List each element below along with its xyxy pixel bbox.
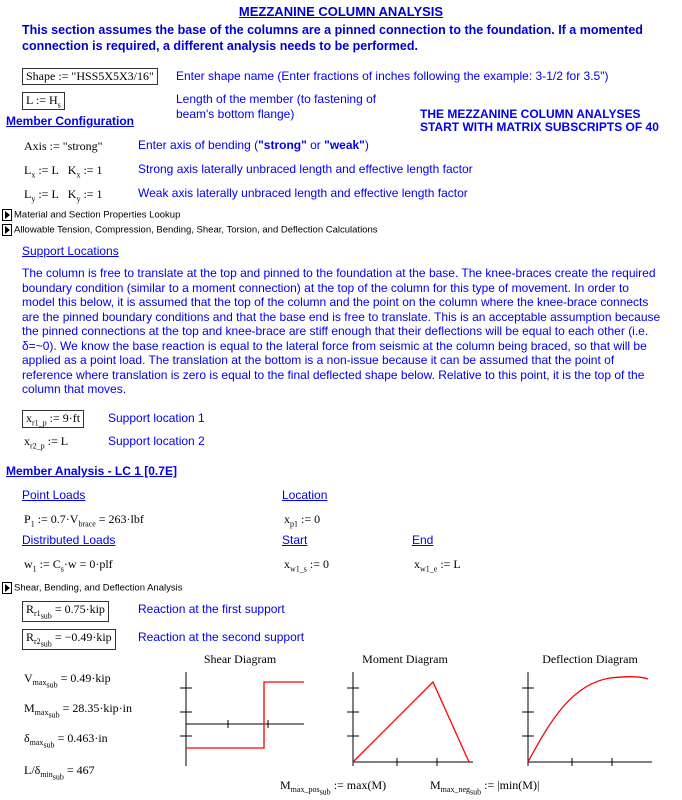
shear-diagram-title: Shear Diagram bbox=[203, 652, 277, 666]
deflection-diagram-title: Deflection Diagram bbox=[542, 652, 638, 666]
end-heading: End bbox=[412, 533, 434, 547]
length-desc: Length of the member (to fastening of beam's bottom flange) bbox=[176, 92, 377, 121]
xp1-expr[interactable]: $x_{p1}$ := 0 bbox=[284, 512, 321, 529]
rr1-result[interactable]: $R_{r1_{sub}} = 0.75\cdot kip$ bbox=[22, 601, 109, 622]
shear-curve bbox=[186, 682, 304, 748]
rr2-result[interactable]: $R_{r2_{sub}} = -0.49\cdot kip$ bbox=[22, 629, 116, 650]
support-paragraph: The column is free to translate at the top and pinned to the foundation at the base. The knee-braces create the required boundary condition (similar to a moment connection) at the top of the column for this type of movement. In order to model this below, it is assumed that the top of the column and the point on the column where the knee-brace connects are the pinned boundary conditions and that the base end is free to translate. This is an acceptable assumption because the pinned connections at the top and knee-brace are stiff enough that their deflections will be equal to each other (i.e. δ=~0). We know the base reaction is equal to the lateral force from seismic at the column being braced, so that will be applied as a point load. The translation at the bottom is a non-issue because it can be assumed that the point of reference where translation is zero is equal to the final deflected shape below. Relative to this point, it is the top of the column that moves. bbox=[22, 266, 661, 396]
xw1e-expr[interactable]: $x_{w1\_e}$ := L bbox=[414, 557, 461, 574]
ly-desc: Weak axis laterally unbraced length and effective length factor bbox=[138, 186, 468, 200]
xr1-desc: Support location 1 bbox=[108, 411, 205, 425]
moment-diagram bbox=[345, 666, 477, 772]
start-heading: Start bbox=[282, 533, 308, 547]
xr2-expr[interactable]: $x_{r2\_p}$ := L bbox=[24, 434, 69, 451]
collapsed-region-allowable[interactable]: Allowable Tension, Compression, Bending, Shear, Torsion, and Deflection Calculations bbox=[2, 224, 378, 236]
collapsed-region-shear-bending[interactable]: Shear, Bending, and Deflection Analysis bbox=[2, 582, 182, 594]
shear-diagram bbox=[176, 666, 308, 772]
location-heading: Location bbox=[282, 488, 328, 502]
length-input[interactable]: L := $H_s$ bbox=[22, 92, 65, 110]
xr2-desc: Support location 2 bbox=[108, 434, 205, 448]
p1-expr[interactable]: $P_1$ := $0.7\cdot V_{brace} = 263\cdot lbf$ bbox=[24, 512, 144, 529]
moment-diagram-title: Moment Diagram bbox=[362, 652, 448, 666]
xw1s-expr[interactable]: $x_{w1\_s}$ := 0 bbox=[284, 557, 329, 574]
mmaxneg-expr[interactable]: $M_{max\_neg_{sub}}$ := |min(M)| bbox=[430, 778, 540, 797]
page-title: MEZZANINE COLUMN ANALYSIS bbox=[238, 4, 444, 19]
rr2-desc: Reaction at the second support bbox=[138, 630, 305, 644]
dmax-result[interactable]: $\delta_{max_{sub}} = 0.463\cdot in$ bbox=[24, 731, 108, 750]
axis-desc: Enter axis of bending ("strong" or "weak") bbox=[138, 138, 369, 152]
collapsed-region-material[interactable]: Material and Section Properties Lookup bbox=[2, 209, 180, 221]
w1-expr[interactable]: $w_1$ := $C_s\cdot w = 0\cdot plf$ bbox=[24, 557, 113, 574]
axis-expr[interactable]: Axis := "strong" bbox=[24, 139, 103, 153]
deflection-diagram bbox=[520, 666, 660, 772]
shape-input[interactable]: Shape := "HSS5X5X3/16" bbox=[22, 68, 158, 85]
shape-desc: Enter shape name (Enter fractions of inches following the example: 3-1/2 for 3.5") bbox=[176, 69, 609, 83]
expand-arrow-icon[interactable] bbox=[2, 209, 12, 221]
member-configuration-heading: Member Configuration bbox=[6, 114, 134, 128]
moment-curve bbox=[353, 682, 469, 762]
point-loads-heading: Point Loads bbox=[22, 488, 86, 502]
distributed-loads-heading: Distributed Loads bbox=[22, 533, 116, 547]
rr1-desc: Reaction at the first support bbox=[138, 602, 285, 616]
member-analysis-heading: Member Analysis - LC 1 [0.7E] bbox=[6, 464, 177, 478]
mmax-result[interactable]: $M_{max_{sub}} = 28.35\cdot kip\cdot in$ bbox=[24, 701, 133, 720]
ly-expr[interactable]: $L_y$ := L $K_y$ := 1 bbox=[24, 187, 103, 204]
deflection-curve bbox=[528, 677, 648, 762]
expand-arrow-icon[interactable] bbox=[2, 582, 12, 594]
support-locations-heading: Support Locations bbox=[22, 244, 119, 258]
mmaxpos-expr[interactable]: $M_{max\_pos_{sub}}$ := max(M) bbox=[280, 778, 387, 797]
ldmin-result[interactable]: $L/\delta_{min_{sub}} = 467$ bbox=[24, 763, 95, 782]
vmax-result[interactable]: $V_{max_{sub}} = 0.49\cdot kip$ bbox=[24, 671, 111, 690]
subscript-note: THE MEZZANINE COLUMN ANALYSES START WITH MATRIX SUBSCRIPTS OF 40 bbox=[420, 107, 659, 134]
xr1-input[interactable]: $x_{r1\_p}$ := 9·ft bbox=[22, 410, 84, 428]
expand-arrow-icon[interactable] bbox=[2, 224, 12, 236]
lx-desc: Strong axis laterally unbraced length and effective length factor bbox=[138, 162, 473, 176]
intro-text: This section assumes the base of the columns are a pinned connection to the foundation. If a momented connection is required, a different analysis needs to be performed. bbox=[22, 23, 643, 53]
lx-expr[interactable]: $L_x$ := L $K_x$ := 1 bbox=[24, 163, 103, 180]
